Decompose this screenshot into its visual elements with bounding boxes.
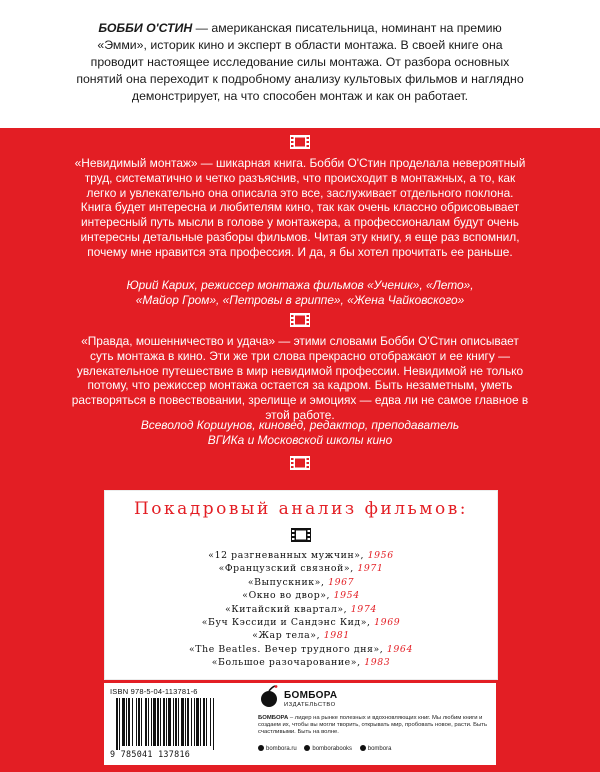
review-signature-line: «Майор Гром», «Петровы в гриппе», «Жена Чайковского» [135,293,465,307]
publisher-socials [258,745,492,757]
film-strip-icon [290,134,310,150]
author-intro [74,20,526,105]
author-intro-text: — американская писательница, номинант на премию «Эмми», историк кино и эксперт в области монтажа. В своей книге она проводит настоящее исследование силы монтажа. От разбора основных понятий она переходит к подробному анализу культовых фильмов и наглядно демонстрирует, на что способен монтаж и как он работает. [76,21,524,103]
film-list-item: «Выпускник», 1967 [247,576,355,588]
publisher-name: БОМБОРА [284,690,338,701]
bombora-logo-icon [258,685,280,709]
isbn-label: ISBN 978-5-04-113781-6 [110,687,198,696]
social-icon [304,745,310,751]
film-list-item: «Большое разочарование», 1983 [211,657,391,669]
review-signature-line: ВГИКа и Московской школы кино [207,433,393,447]
author-intro-section [0,0,600,128]
film-list-item: «Китайский квартал», 1974 [225,603,377,615]
publisher-blurb: БОМБОРА – лидер на рынке полезных и вдохновляющих книг. Мы любим книги и создаем их, чтобы вы могли творить, открывать мир, пробовать новое, расти. Быть счастливыми. Быть на волне. [258,715,488,736]
film-list-item: «Буч Кэссиди и Сандэнс Кид», 1969 [201,617,401,629]
website-link[interactable]: bombora.ru [258,746,297,752]
barcode-bars [110,698,254,750]
film-strip-icon [291,527,311,543]
social-link[interactable]: bombora [360,746,392,752]
film-list [105,549,497,670]
review-signature-line: Юрий Карих, режиссер монтажа фильмов «Ученик», «Лето», [126,278,474,292]
review-quote: «Невидимый монтаж» — шикарная книга. Бобби О'Стин проделала невероятный труд, систематично и четко разъяснив, что происходит в монтажных, а то, как легко и увлекательно она описала это все, заслуживает отдельного поклона. Книга будет интересна и любителям кино, так как очень классно обрисовывает интересный путь мысли в голове у монтажера, а профессионалам будут очень интересны детальные разборы фильмов. Читая эту книгу, я еще раз вспомнил, почему мне нравится эта профессия. И да, я бы хотел прочитать ее раньше. [74,156,526,259]
film-analysis-box [104,490,498,680]
film-list-item: «12 разгневанных мужчин», 1956 [208,550,394,561]
film-list-item: «The Beatles. Вечер трудного дня», 1964 [189,643,413,655]
film-analysis-title: Покадровый анализ фильмов: [133,499,469,519]
film-list-item: «Окно во двор», 1954 [242,590,360,602]
imprint-box [104,683,496,765]
barcode [110,687,254,761]
film-list-item: «Жар тела», 1981 [252,630,350,642]
social-icon [360,745,366,751]
film-strip-icon [290,455,310,471]
publisher-logo [258,685,348,711]
film-list-item: «Французский связной», 1971 [218,563,384,575]
publisher-subtitle: ИЗДАТЕЛЬСТВО [284,702,336,708]
social-link[interactable]: bomborabooks [304,746,352,752]
barcode-digits: 9 785041 137816 [110,749,191,759]
author-name: БОББИ О'СТИН [98,21,193,35]
review-signature-line: Всеволод Коршунов, киновед, редактор, преподаватель [140,418,460,432]
publisher-block [258,685,492,763]
web-icon [258,745,264,751]
review-quote: «Правда, мошенничество и удача» — этими словами Бобби О'Стин описывает суть монтажа в кино. Эти же три слова прекрасно отображают и ее книгу — увлекательное путешествие в мир невидимой профессии. Невидимой не только потому, что режиссер монтажа остается за кадром. Быть незаметным, уметь растворяться в повествовании, зрелище и эмоциях — едва ли не самое главное в этой работе. [71,334,529,422]
film-strip-icon [290,312,310,328]
